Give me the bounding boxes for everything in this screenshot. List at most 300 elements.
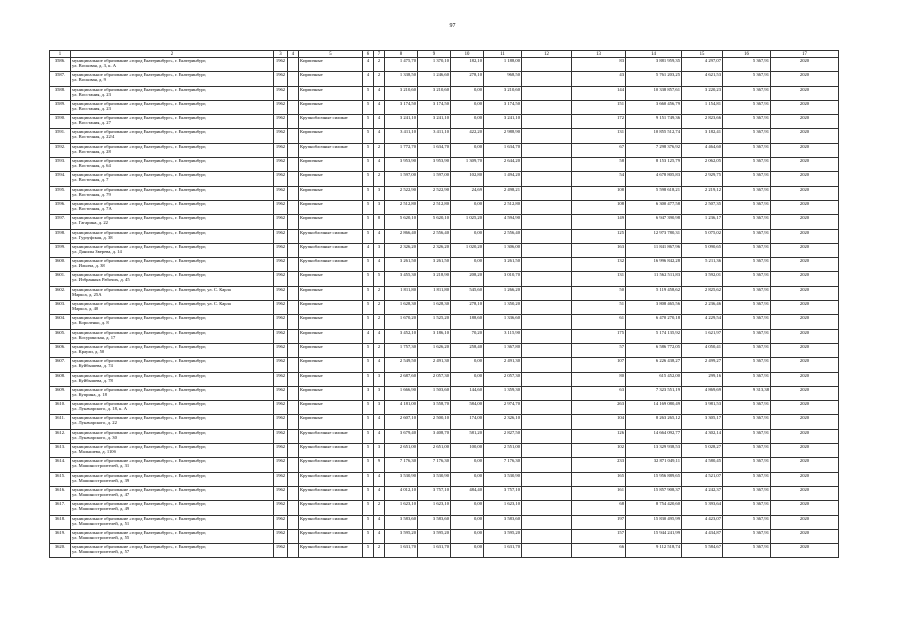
repair-cost: 6 226 438,27	[626, 358, 682, 372]
address-line-1: муниципальное образование «город Екатеринбург», г. Екатеринбург, ул. С. Карла	[72, 286, 231, 292]
wall-material: Крупноблочные силикат	[299, 529, 363, 543]
floors: 4	[363, 243, 374, 257]
max-unit-cost: 5 367,91	[723, 501, 771, 515]
repair-cost: 7 323 551,19	[626, 386, 682, 400]
address	[71, 544, 274, 558]
planned-year: 2020	[771, 372, 839, 386]
nonresidential-area: 0,00	[451, 115, 484, 129]
planned-year: 2020	[771, 515, 839, 529]
column-number-row	[50, 51, 839, 58]
year-built: 1962	[274, 415, 288, 429]
table-row	[50, 386, 839, 400]
entrances: 5	[374, 272, 385, 286]
address-line-2: ул. Краули, д. 50	[72, 348, 105, 354]
address	[71, 515, 274, 529]
residents: 131	[572, 129, 626, 143]
wall-material: Кирпичные	[299, 272, 363, 286]
column-header: 5	[299, 51, 363, 58]
unit-cost: 2 823,66	[682, 115, 723, 129]
total-area: 2 326,20	[385, 243, 418, 257]
floors: 5	[363, 86, 374, 100]
residents: 83	[572, 58, 626, 72]
floors: 5	[363, 444, 374, 458]
max-unit-cost: 5 367,91	[723, 158, 771, 172]
nonresidential-area: 0,00	[451, 143, 484, 157]
wall-material: Кирпичные	[299, 72, 363, 86]
address-line-2: Маркса, д. 40	[72, 306, 99, 312]
nonresidential-area: 0,00	[451, 358, 484, 372]
planned-year: 2020	[771, 343, 839, 357]
max-unit-cost: 5 367,91	[723, 544, 771, 558]
max-unit-cost: 5 367,91	[723, 215, 771, 229]
residential-area: 3 115,90	[484, 329, 522, 343]
column-header: 3	[274, 51, 288, 58]
address-line-2: ул. Машиностроителей, д. 57	[72, 549, 130, 555]
address-line-1: муниципальное образование «город Екатеринбург», г. Екатеринбург,	[72, 472, 207, 478]
entrances: 4	[374, 515, 385, 529]
entrances: 2	[374, 58, 385, 72]
nonresidential-area: 258,40	[451, 343, 484, 357]
wall-material: Кирпичные	[299, 100, 363, 114]
column-header: 8	[385, 51, 418, 58]
floors: 5	[363, 429, 374, 443]
nonresidential-area: 1 025,20	[451, 215, 484, 229]
repair-cost: 13 329 938,53	[626, 444, 682, 458]
planned-year: 2020	[771, 86, 839, 100]
residents: 51	[572, 301, 626, 315]
entrances: 2	[374, 72, 385, 86]
planned-year: 2020	[771, 229, 839, 243]
address	[71, 158, 274, 172]
repair-cost: 4 678 805,83	[626, 172, 682, 186]
col-4	[288, 544, 299, 558]
repair-cost: 5 598 618,21	[626, 186, 682, 200]
year-built: 1962	[274, 115, 288, 129]
total-area: 5 620,10	[385, 215, 418, 229]
planned-year: 2020	[771, 158, 839, 172]
total-area: 3 953,90	[385, 158, 418, 172]
row-number: 3597.	[50, 215, 71, 229]
max-unit-cost: 5 367,91	[723, 286, 771, 300]
residents: 61	[572, 315, 626, 329]
year-built: 1962	[274, 458, 288, 472]
address-line-1: муниципальное образование «город Екатеринбург», г. Екатеринбург,	[72, 186, 207, 192]
address-line-1: муниципальное образование «город Екатеринбург», г. Екатеринбург,	[72, 158, 207, 164]
residential-area: 1 631,70	[484, 544, 522, 558]
entrances: 4	[374, 229, 385, 243]
col-4	[288, 115, 299, 129]
address-line-1: муниципальное образование «город Екатеринбург», г. Екатеринбург,	[72, 386, 207, 392]
col-12	[522, 243, 572, 257]
planned-year: 2020	[771, 401, 839, 415]
residents: 63	[572, 386, 626, 400]
floors: 5	[363, 529, 374, 543]
unit-cost: 299,16	[682, 372, 723, 386]
planned-year: 2020	[771, 286, 839, 300]
column-header: 12	[522, 51, 572, 58]
entrances: 3	[374, 401, 385, 415]
residents: 165	[572, 472, 626, 486]
entrances: 2	[374, 315, 385, 329]
address-line-2: ул. Восточная, д. 7А	[72, 205, 112, 211]
planned-year: 2020	[771, 386, 839, 400]
unit-cost: 2 499,27	[682, 358, 723, 372]
residential-area: 2 512,80	[484, 200, 522, 214]
col-4	[288, 215, 299, 229]
nonresidential-area: 100,00	[451, 444, 484, 458]
residential-area: 3 261,50	[484, 258, 522, 272]
premises-area: 3 411,10	[418, 129, 451, 143]
column-header: 11	[484, 51, 522, 58]
premises-area: 1 370,10	[418, 58, 451, 72]
residential-area: 2 491,30	[484, 358, 522, 372]
row-number: 3590.	[50, 115, 71, 129]
column-header: 16	[723, 51, 771, 58]
col-12	[522, 372, 572, 386]
total-area: 3 452,10	[385, 329, 418, 343]
unit-cost: 5 211,36	[682, 258, 723, 272]
premises-area: 1 246,60	[418, 72, 451, 86]
address	[71, 343, 274, 357]
table-row	[50, 372, 839, 386]
floors: 5	[363, 358, 374, 372]
address	[71, 529, 274, 543]
residents: 151	[572, 100, 626, 114]
unit-cost: 3 220,23	[682, 86, 723, 100]
residents: 263	[572, 401, 626, 415]
premises-area: 1 811,80	[418, 286, 451, 300]
total-area: 3 241,10	[385, 115, 418, 129]
residential-area: 1 367,80	[484, 343, 522, 357]
wall-material: Кирпичные	[299, 386, 363, 400]
premises-area: 7 176,30	[418, 458, 451, 472]
address-line-1: муниципальное образование «город Екатеринбург», г. Екатеринбург,	[72, 172, 207, 178]
address-line-1: муниципальное образование «город Екатеринбург», г. Екатеринбург,	[72, 429, 207, 435]
planned-year: 2020	[771, 215, 839, 229]
residential-area: 4 594,90	[484, 215, 522, 229]
address-line-2: ул. Восточная, д. 64	[72, 163, 111, 169]
entrances: 4	[374, 158, 385, 172]
floors: 5	[363, 272, 374, 286]
residents: 108	[572, 186, 626, 200]
unit-cost: 4 423,07	[682, 515, 723, 529]
planned-year: 2020	[771, 172, 839, 186]
wall-material: Кирпичные	[299, 329, 363, 343]
planned-year: 2020	[771, 100, 839, 114]
col-12	[522, 472, 572, 486]
col-4	[288, 158, 299, 172]
premises-area: 2 651,00	[418, 444, 451, 458]
wall-material: Кирпичные	[299, 401, 363, 415]
unit-cost: 3 305,17	[682, 415, 723, 429]
nonresidential-area: 1 020,20	[451, 243, 484, 257]
col-12	[522, 129, 572, 143]
year-built: 1962	[274, 229, 288, 243]
address-line-2: ул. Машиностроителей, д. 51	[72, 520, 130, 526]
repair-cost: 10 855 512,74	[626, 129, 682, 143]
residents: 58	[572, 158, 626, 172]
table-row	[50, 58, 839, 72]
nonresidential-area: 0,00	[451, 100, 484, 114]
address-line-1: муниципальное образование «город Екатеринбург», г. Екатеринбург,	[72, 401, 207, 407]
address-line-2: ул. Восковая, д. 3, к. А	[72, 63, 117, 68]
address-line-1: муниципальное образование «город Екатеринбург», г. Екатеринбург,	[72, 143, 207, 149]
planned-year: 2020	[771, 472, 839, 486]
entrances: 9	[374, 458, 385, 472]
premises-area: 3 261,50	[418, 258, 451, 272]
address-line-1: муниципальное образование «город Екатеринбург», г. Екатеринбург,	[72, 486, 207, 492]
planned-year: 2020	[771, 72, 839, 86]
row-number: 3605.	[50, 329, 71, 343]
residential-area: 3 595,20	[484, 529, 522, 543]
row-number: 3596.	[50, 200, 71, 214]
residential-area: 2 326,10	[484, 415, 522, 429]
year-built: 1962	[274, 100, 288, 114]
col-12	[522, 415, 572, 429]
repair-cost: 6 586 772,05	[626, 343, 682, 357]
column-header: 10	[451, 51, 484, 58]
entrances: 4	[374, 258, 385, 272]
total-area: 1 631,70	[385, 544, 418, 558]
column-header: 13	[572, 51, 626, 58]
residents: 172	[572, 115, 626, 129]
year-built: 1962	[274, 186, 288, 200]
premises-area: 2 491,30	[418, 358, 451, 372]
entrances: 3	[374, 243, 385, 257]
floors: 3	[363, 386, 374, 400]
max-unit-cost: 5 367,91	[723, 415, 771, 429]
residents: 80	[572, 372, 626, 386]
total-area: 1 597,00	[385, 172, 418, 186]
repair-cost: 10 338 857,61	[626, 86, 682, 100]
address-line-2: ул. Восстания, д. 27	[72, 120, 111, 126]
col-4	[288, 515, 299, 529]
residents: 131	[572, 272, 626, 286]
wall-material: Кирпичные	[299, 58, 363, 72]
floors: 5	[363, 472, 374, 486]
residents: 104	[572, 415, 626, 429]
year-built: 1962	[274, 286, 288, 300]
address	[71, 115, 274, 129]
max-unit-cost: 5 367,91	[723, 301, 771, 315]
wall-material: Кирпичные	[299, 129, 363, 143]
unit-cost: 2 507,35	[682, 200, 723, 214]
row-number: 3595.	[50, 186, 71, 200]
year-built: 1962	[274, 358, 288, 372]
col-4	[288, 86, 299, 100]
floors: 4	[363, 72, 374, 86]
repair-cost: 3 881 959,35	[626, 58, 682, 72]
floors: 5	[363, 372, 374, 386]
address-line-1: муниципальное образование «город Екатеринбург», г. Екатеринбург,	[72, 501, 207, 507]
col-12	[522, 544, 572, 558]
total-area: 1 811,80	[385, 286, 418, 300]
total-area: 1 623,10	[385, 501, 418, 515]
repair-cost: 11 562 511,83	[626, 272, 682, 286]
address-line-1: муниципальное образование «город Екатеринбург», г. Екатеринбург,	[72, 458, 207, 464]
repair-cost: 6 470 270,18	[626, 315, 682, 329]
address-line-2: ул. Косуринская, д. 17	[72, 334, 116, 340]
table-row	[50, 158, 839, 172]
planned-year: 2020	[771, 501, 839, 515]
unit-cost: 3 981,53	[682, 401, 723, 415]
col-12	[522, 172, 572, 186]
unit-cost: 3 592,01	[682, 272, 723, 286]
residents: 163	[572, 243, 626, 257]
repair-cost: 15 944 241,99	[626, 529, 682, 543]
col-12	[522, 86, 572, 100]
floors: 5	[363, 229, 374, 243]
col-4	[288, 100, 299, 114]
entrances: 2	[374, 343, 385, 357]
planned-year: 2020	[771, 200, 839, 214]
repair-cost: 6 947 390,98	[626, 215, 682, 229]
residents: 43	[572, 72, 626, 86]
address-line-2: ул. Восточная, д. 79	[72, 191, 111, 197]
premises-area: 3 210,60	[418, 86, 451, 100]
max-unit-cost: 5 367,91	[723, 243, 771, 257]
residential-area: 2 556,40	[484, 229, 522, 243]
year-built: 1962	[274, 58, 288, 72]
row-number: 3618.	[50, 515, 71, 529]
address	[71, 58, 274, 72]
premises-area: 1 628,30	[418, 301, 451, 315]
col-4	[288, 315, 299, 329]
wall-material: Кирпичные	[299, 343, 363, 357]
column-header: 1	[50, 51, 71, 58]
residents: 161	[572, 486, 626, 500]
nonresidential-area: 0,00	[451, 229, 484, 243]
nonresidential-area: 484,40	[451, 486, 484, 500]
floors: 5	[363, 501, 374, 515]
nonresidential-area: 0,00	[451, 458, 484, 472]
repair-cost: 32 871 049,11	[626, 458, 682, 472]
row-number: 3588.	[50, 86, 71, 100]
entrances: 4	[374, 358, 385, 372]
total-area: 1 670,20	[385, 315, 418, 329]
residents: 68	[572, 501, 626, 515]
nonresidential-area: 278,10	[451, 72, 484, 86]
planned-year: 2020	[771, 58, 839, 72]
table-row	[50, 529, 839, 543]
max-unit-cost: 5 367,91	[723, 100, 771, 114]
max-unit-cost: 5 367,91	[723, 58, 771, 72]
max-unit-cost: 5 367,91	[723, 486, 771, 500]
repair-cost: 14 169 080,49	[626, 401, 682, 415]
residential-area: 2 498,21	[484, 186, 522, 200]
wall-material: Крупноблочные силикат	[299, 544, 363, 558]
row-number: 3619.	[50, 529, 71, 543]
unit-cost: 4 869,69	[682, 386, 723, 400]
entrances: 4	[374, 529, 385, 543]
planned-year: 2020	[771, 358, 839, 372]
address	[71, 301, 274, 315]
total-area: 2 651,00	[385, 444, 418, 458]
entrances: 4	[374, 429, 385, 443]
floors: 5	[363, 401, 374, 415]
year-built: 1962	[274, 243, 288, 257]
address-line-2: ул. Данилы Зверева, д. 14	[72, 248, 122, 254]
col-12	[522, 358, 572, 372]
entrances: 3	[374, 372, 385, 386]
table-row	[50, 129, 839, 143]
wall-material: Крупноблочные силикат	[299, 258, 363, 272]
unit-cost: 2 929,75	[682, 172, 723, 186]
entrances: 2	[374, 501, 385, 515]
max-unit-cost: 5 367,91	[723, 86, 771, 100]
address	[71, 401, 274, 415]
col-12	[522, 72, 572, 86]
address-line-2: ул. Машиностроителей, д. 39	[72, 477, 130, 483]
entrances: 4	[374, 472, 385, 486]
max-unit-cost: 5 367,91	[723, 429, 771, 443]
address	[71, 200, 274, 214]
address-line-2: ул. Машиностроителей, д. 47	[72, 491, 130, 497]
wall-material: Кирпичные	[299, 158, 363, 172]
row-number: 3606.	[50, 343, 71, 357]
wall-material: Крупноблочные силикат	[299, 243, 363, 257]
address	[71, 415, 274, 429]
row-number: 3599.	[50, 243, 71, 257]
table-row	[50, 286, 839, 300]
entrances: 2	[374, 301, 385, 315]
entrances: 3	[374, 386, 385, 400]
year-built: 1962	[274, 158, 288, 172]
wall-material: Кирпичные	[299, 372, 363, 386]
address	[71, 358, 274, 372]
unit-cost: 4 242,37	[682, 486, 723, 500]
table-row	[50, 72, 839, 86]
floors: 5	[363, 100, 374, 114]
total-area: 2 512,80	[385, 200, 418, 214]
planned-year: 2020	[771, 458, 839, 472]
wall-material: Кирпичные	[299, 200, 363, 214]
wall-material: Кирпичные	[299, 186, 363, 200]
col-12	[522, 229, 572, 243]
wall-material: Кирпичные	[299, 172, 363, 186]
col-4	[288, 486, 299, 500]
address-line-1: муниципальное образование «город Екатеринбург», г. Екатеринбург, ул. С. Карла	[72, 301, 231, 307]
floors: 5	[363, 215, 374, 229]
nonresidential-area: 182,10	[451, 58, 484, 72]
address-line-1: муниципальное образование «город Екатеринбург», г. Екатеринбург,	[72, 58, 207, 63]
total-area: 2 687,60	[385, 372, 418, 386]
address	[71, 100, 274, 114]
floors: 5	[363, 258, 374, 272]
premises-area: 3 218,90	[418, 272, 451, 286]
entrances: 4	[374, 415, 385, 429]
year-built: 1962	[274, 258, 288, 272]
unit-cost: 2 236,46	[682, 301, 723, 315]
address-line-1: муниципальное образование «город Екатеринбург», г. Екатеринбург,	[72, 515, 207, 521]
year-built: 1962	[274, 143, 288, 157]
address-line-1: муниципальное образование «город Екатеринбург», г. Екатеринбург,	[72, 415, 207, 421]
column-header: 14	[626, 51, 682, 58]
residential-area: 2 644,20	[484, 158, 522, 172]
address-line-2: ул. Куйбышева, д. 74	[72, 363, 113, 369]
row-number: 3593.	[50, 158, 71, 172]
planned-year: 2020	[771, 243, 839, 257]
table-row	[50, 429, 839, 443]
address-line-1: муниципальное образование «город Екатеринбург», г. Екатеринбург,	[72, 72, 207, 78]
table-row	[50, 272, 839, 286]
repair-cost: 9 151 749,36	[626, 115, 682, 129]
address-line-1: муниципальное образование «город Екатеринбург», г. Екатеринбург,	[72, 229, 207, 235]
wall-material: Крупноблочные силикат	[299, 115, 363, 129]
wall-material: Крупноблочные силикат	[299, 515, 363, 529]
address	[71, 186, 274, 200]
year-built: 1962	[274, 501, 288, 515]
